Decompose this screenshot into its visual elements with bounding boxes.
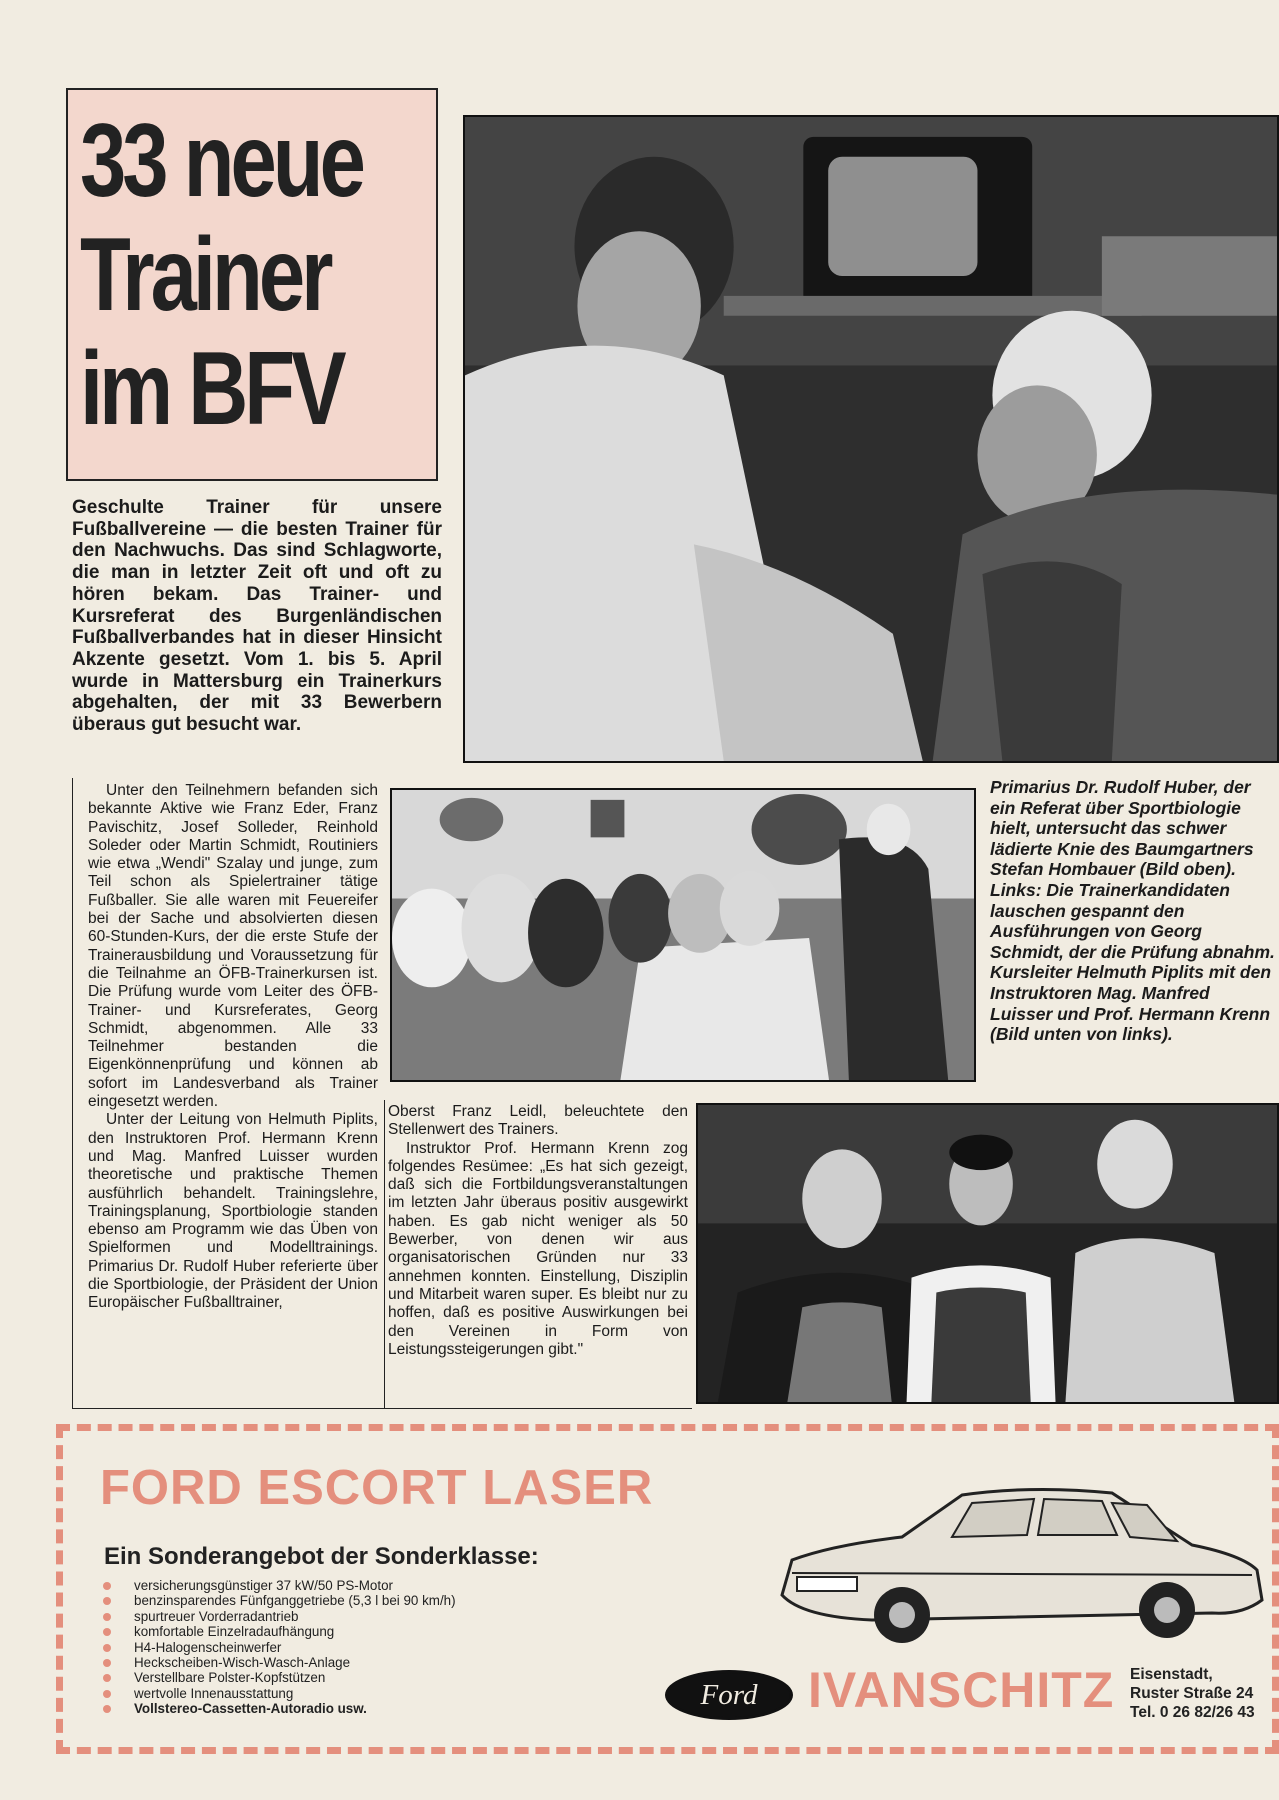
intro-paragraph: Geschulte Trainer für unsere Fußballvereine — die besten Trainer für den Nachwuchs. Das sind Schlagworte, die man in letzter Zeit oft und oft zu hören bekam. Das Trainer- und Kursreferat des Burgenländischen Fußballverbandes hat in dieser Hinsicht Akzente gesetzt. Vom 1. bis 5. April wurde in Mattersburg ein Trainerkurs abgehalten, der mit 33 Bewerbern überaus gut besucht war.: [72, 497, 442, 736]
ad-title: FORD ESCORT LASER: [100, 1461, 654, 1515]
bottom-rule: [72, 1408, 692, 1409]
ad-feature-9: Vollstereo-Cassetten-Autoradio usw.: [100, 1701, 456, 1716]
column-2-paragraph-1: Oberst Franz Leidl, beleuchtete den Stellenwert des Trainers.: [388, 1103, 688, 1139]
photo-caption: Primarius Dr. Rudolf Huber, der ein Referat über Sportbiologie hielt, untersucht das schwer lädierte Knie des Baumgartners Stefan Hombauer (Bild oben). Links: Die Trainerkandidaten lauschen gespannt den Ausführungen von Georg Schmidt, der die Prüfung abnahm. Kursleiter Helmuth Piplits mit den Instruktoren Mag. Manfred Luisser und Prof. Hermann Krenn (Bild unten von links).: [990, 777, 1275, 1045]
ad-feature-list: [100, 1578, 456, 1717]
headline-line-1: 33 neue: [80, 103, 362, 219]
headline: [80, 103, 362, 447]
headline-line-2: Trainer: [80, 217, 330, 333]
ford-logo-text: Ford: [700, 1678, 758, 1711]
ad-feature-2: benzinsparendes Fünfganggetriebe (5,3 l bei 90 km/h): [100, 1593, 456, 1608]
headline-line-3: im BFV: [80, 331, 343, 447]
address-line-3: Tel. 0 26 82/26 43: [1130, 1704, 1255, 1721]
article-column-1: [88, 782, 378, 1313]
car-illustration: [772, 1475, 1272, 1650]
photo-trainer-candidates: [390, 788, 976, 1082]
ad-feature-3: spurtreuer Vorderradantrieb: [100, 1609, 456, 1624]
column-1-paragraph-2: Unter der Leitung von Helmuth Piplits, den Instruktoren Prof. Hermann Krenn und Mag. Manfred Luisser wurden theoretische und praktische Themen ausführlich behandelt. Trainingslehre, Trainingsplanung, Sportbiologie standen ebenso am Programm wie das Üben von Spielformen und Modelltrainings. Primarius Dr. Rudolf Huber referierte über die Sportbiologie, der Präsident der Union Europäischer Fußballtrainer,: [88, 1111, 378, 1312]
column-2-paragraph-2: Instruktor Prof. Hermann Krenn zog folgendes Resümee: „Es hat sich gezeigt, daß sich die Fortbildungsveranstaltungen im letzten Jahr überaus positiv ausgewirkt haben. Es gab nicht weniger als 50 Bewerber, von denen wir aus organisatorischen Gründen nur 33 annehmen konnten. Einstellung, Disziplin und Mitarbeit waren super. Es bleibt nur zu hoffen, daß es positive Auswirkungen bei den Vereinen in Form von Leistungssteigerungen gibt.": [388, 1139, 688, 1358]
ad-feature-1: versicherungsgünstiger 37 kW/50 PS-Motor: [100, 1578, 456, 1593]
ad-subtitle: Ein Sonderangebot der Sonderklasse:: [104, 1543, 539, 1570]
dealer-name: IVANSCHITZ: [808, 1662, 1115, 1718]
column-rule-left: [72, 778, 73, 1408]
headline-box: [66, 88, 438, 481]
ad-feature-6: Heckscheiben-Wisch-Wasch-Anlage: [100, 1655, 456, 1670]
ad-feature-8: wertvolle Innenausstattung: [100, 1686, 456, 1701]
ad-feature-5: H4-Halogenscheinwerfer: [100, 1640, 456, 1655]
column-1-paragraph-1: Unter den Teilnehmern befanden sich bekannte Aktive wie Franz Eder, Franz Pavischitz, Josef Solleder, Reinhold Soleder oder Martin Schmidt, Routiniers wie etwa „Wendi" Szalay und junge, zum Teil schon als Spielertrainer tätige Fußballer. Sie alle waren mit Feuereifer bei der Sache und absolvierten diesen 60-Stunden-Kurs, der die erste Stufe der Trainerausbildung und Voraussetzung für die Teilnahme an ÖFB-Trainerkursen ist. Die Prüfung wurde vom Leiter des ÖFB-Trainer- und Kursreferates, Georg Schmidt, abgenommen. Alle 33 Teilnehmer bestanden die Eigenkönnenprüfung und können ab sofort im Landesverband als Trainer eingesetzt werden.: [88, 782, 378, 1111]
photo-course-leaders: [696, 1103, 1279, 1404]
article-column-2: [388, 1103, 688, 1359]
dealer-address: [1130, 1665, 1255, 1722]
ford-logo: [665, 1670, 793, 1720]
address-line-1: Eisenstadt,: [1130, 1666, 1213, 1683]
column-rule-mid: [384, 1100, 385, 1408]
photo-knee-examination: [463, 115, 1279, 763]
ad-feature-4: komfortable Einzelradaufhängung: [100, 1624, 456, 1639]
address-line-2: Ruster Straße 24: [1130, 1685, 1254, 1702]
ad-feature-7: Verstellbare Polster-Kopfstützen: [100, 1670, 456, 1685]
